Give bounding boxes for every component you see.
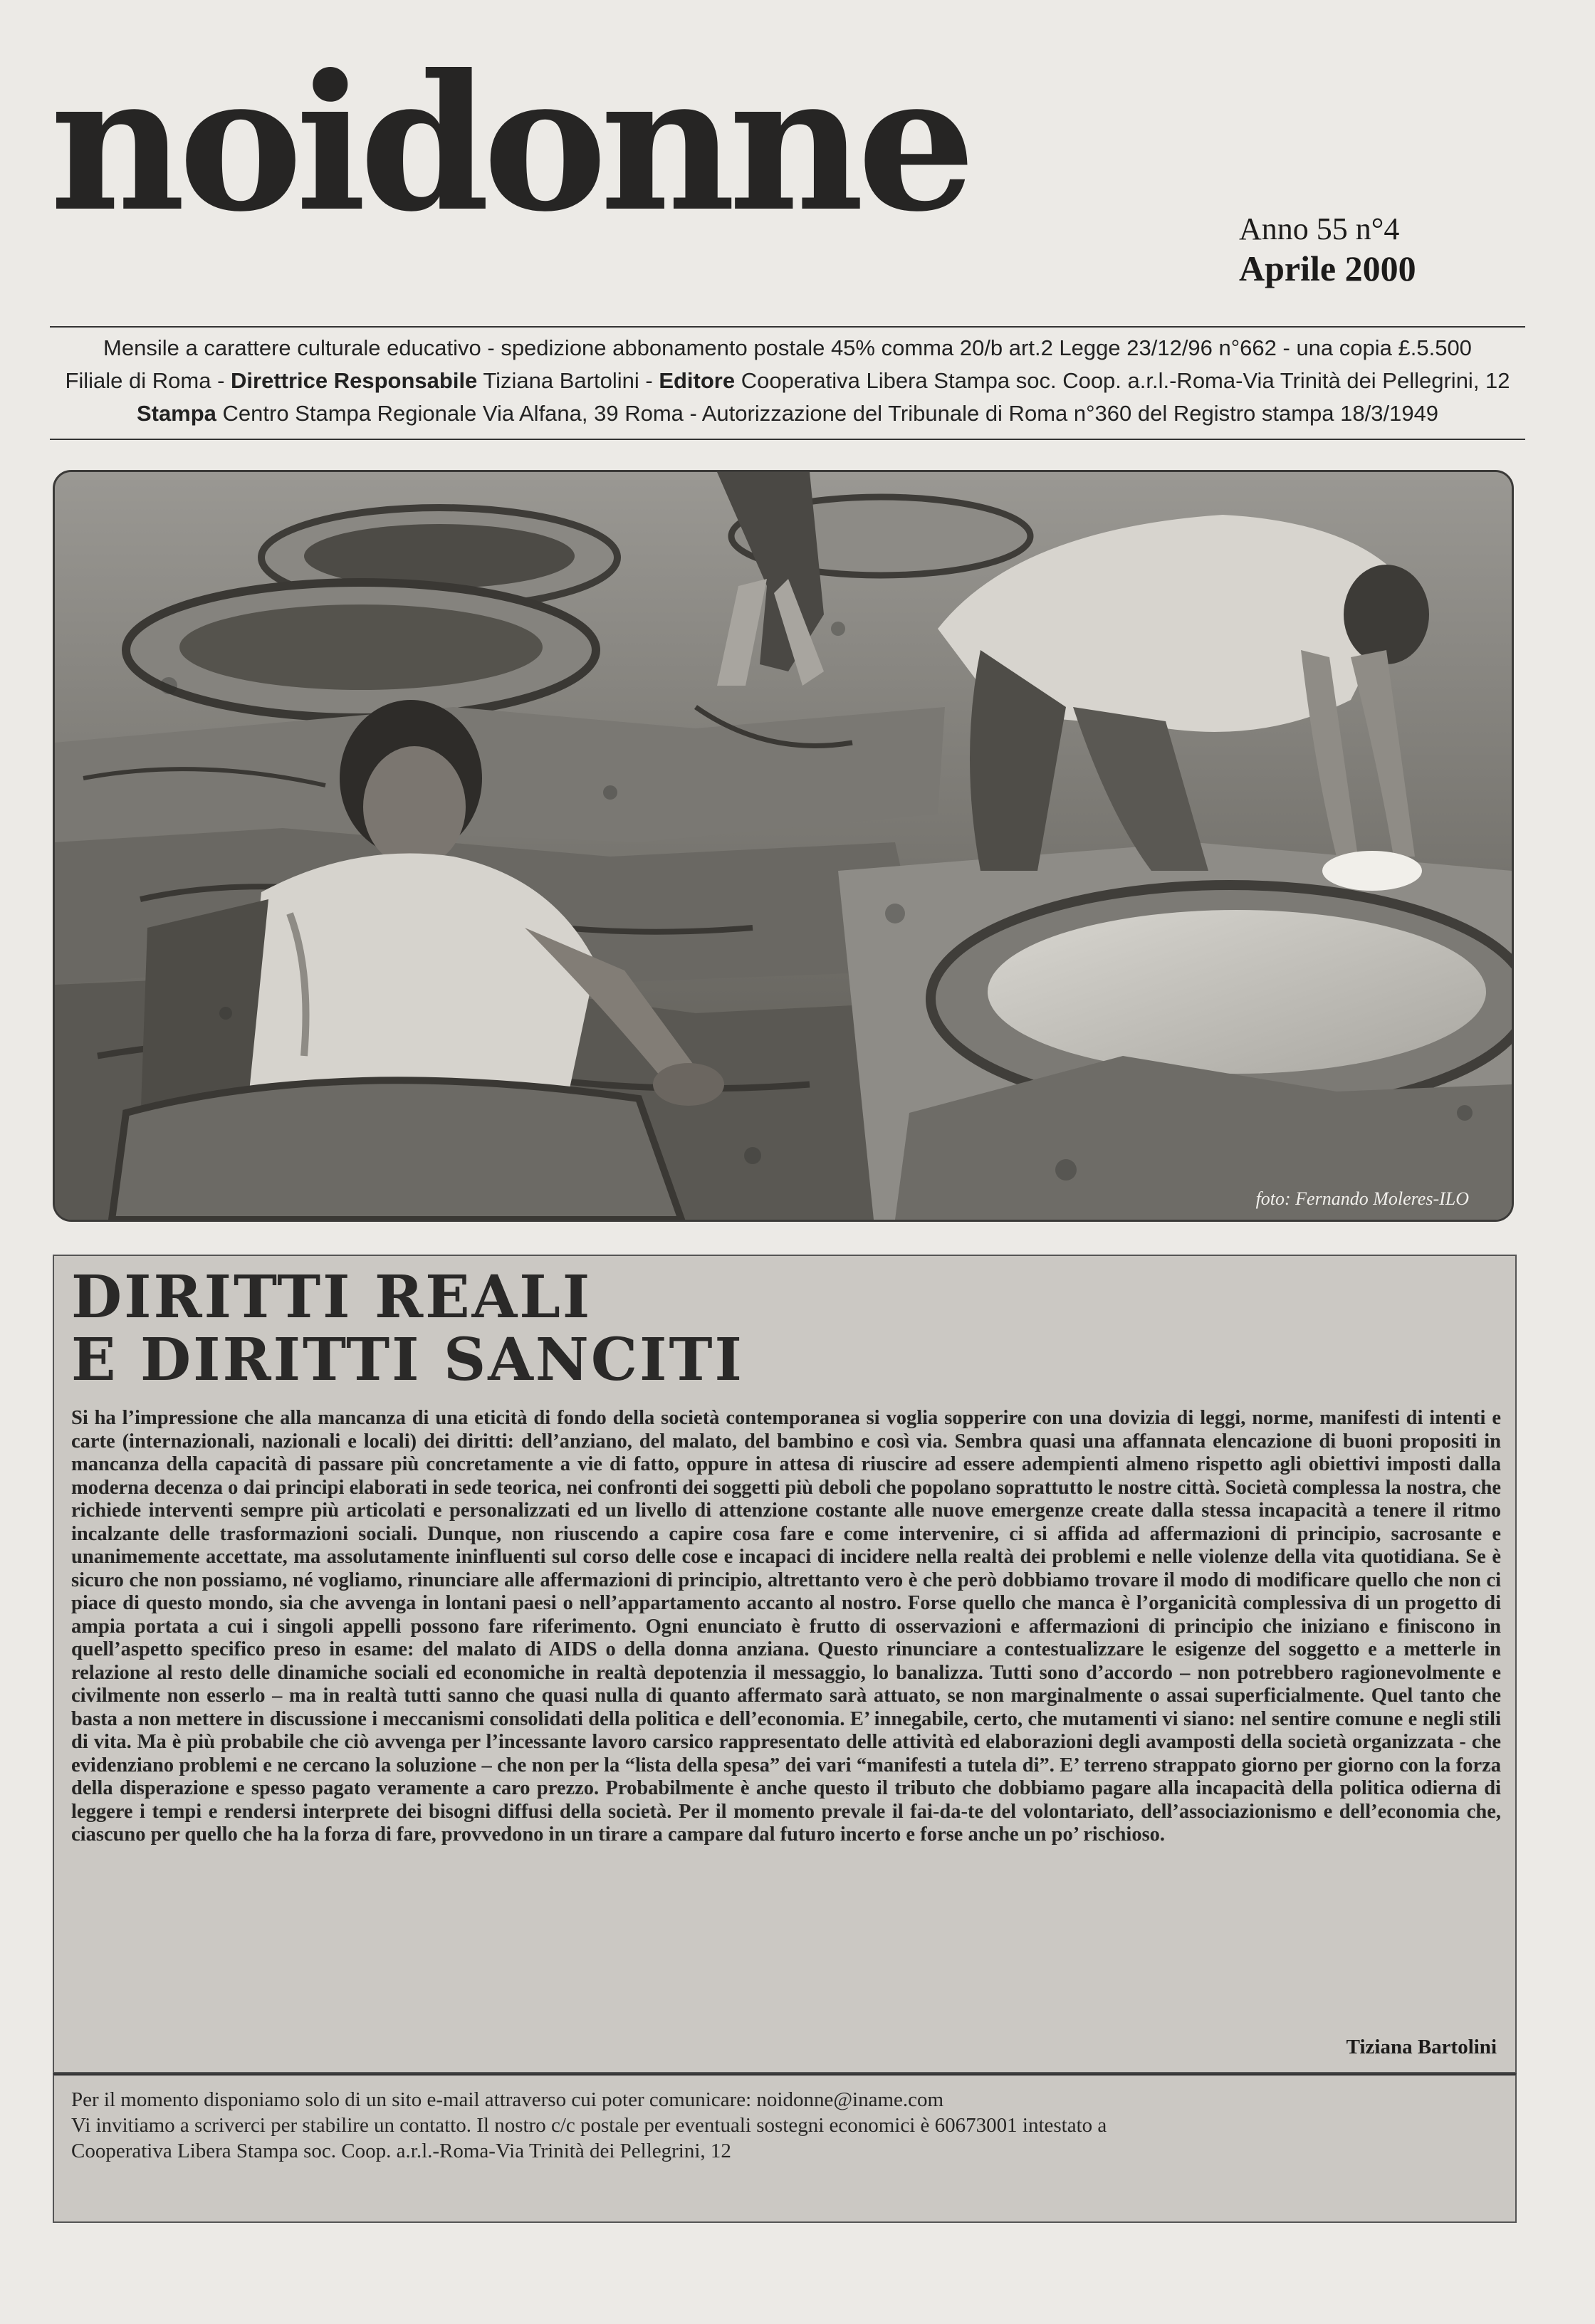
- info-print-label: Stampa: [136, 401, 216, 426]
- masthead-top-rule: [50, 326, 1525, 328]
- headline-line-2: E DIRITTI SANCITI: [71, 1326, 744, 1394]
- photo-credit: foto: Fernando Moleres-ILO: [1255, 1188, 1469, 1209]
- info-director-name: Tiziana Bartolini -: [477, 368, 659, 393]
- info-filiale: Filiale di Roma -: [65, 368, 231, 393]
- publication-info-line-3: [50, 397, 1525, 430]
- editorial-body: Si ha l’impressione che alla mancanza di una eticità di fondo della società contemporanea si voglia sopperire con una dovizia di leggi, norme, manifesti di intenti e carte (internazionali, nazionali e locali) dei diritti: dell’anziano, del malato, del bambino e così via. Sembra quasi una affannata elencazione di buoni propositi in mancanza della capacità di passare più concretamente a vie di fatto, oppure in attesa di riuscire ad essere adempienti almeno rispetto agli obiettivi imposti dalla moderna decenza o dai principi elaborati in sede teorica, nei confronti dei soggetti più deboli che popolano soprattutto le nostre città. Società complessa la nostra, che richiede interventi sempre più articolati e personalizzati ed un livello di attenzione costante alle nuove emergenze create dalla stessa incapacità a tenere il ritmo incalzante delle trasformazioni sociali. Dunque, non riuscendo a capire cosa fare e come intervenire, ci si affida ad affermazioni di principio, sacrosante e unanimemente accettate, ma assolutamente ininfluenti sul corso delle cose e incapaci di incidere nella realtà dei problemi e nelle violenze della vita quotidiana. Se è sicuro che non possiamo, né vogliamo, rinunciare alle affermazioni di principio, altrettanto vero è che però dobbiamo trovare il modo di modificare quello che non ci piace di questo mondo, sia che avvenga in lontani paesi o nell’appartamento accanto al nostro. Forse quello che manca è l’organicità complessiva di un progetto di ampia portata a cui i singoli appelli possono fare riferimento. Ogni enunciato è frutto di osservazioni e affermazioni di principio che iniziano e finiscono in quell’aspetto specifico preso in esame: del malato di AIDS o della donna anziana. Questo rinunciare a contestualizzare le esigenze del soggetto e a metterle in relazione al resto delle dinamiche sociali ed economiche in realtà depotenzia il messaggio, lo banalizza. Tutti sono d’accordo – non potrebbero ragionevolmente e civilmente non esserlo – ma in realtà tutti sanno che quasi nulla di quanto affermato sarà attuato, se non marginalmente o assai superficialmente. Quel tanto che basta a non mettere in discussione i meccanismi consolidati della politica e dell’economia. E’ innegabile, certo, che mutamenti vi siano: nel sentire comune e negli stili di vita. Ma è più probabile che ciò avvenga per l’incessante lavoro carsico rappresentato delle attività ed elaborazioni degli avamposti della società organizzata - che evidenziano problemi e ne cercano la soluzione – che non per la “lista della spesa” dei vari “manifesti a tutela di”. E’ terreno strappato giorno per giorno con la forza della disperazione e spesso pagato veramente a caro prezzo. Probabilmente è anche questo il tributo che dobbiamo pagare alla incapacità della politica odierna di leggere i tempi e rendersi interprete dei bisogni diffusi della società. Per il momento prevale il fai-da-te del volontariato, dell’associazionismo e dell’economia che, ciascuno per quello che ha la forza di fare, provvedono in un tirare a campare dal futuro incerto e forse anche un po’ rischioso.: [71, 1407, 1501, 1846]
- issue-number: Anno 55 n°4: [1239, 211, 1400, 246]
- publication-info-line-1: Mensile a carattere culturale educativo - spedizione abbonamento postale 45% comma 20/b art.2 Legge 23/12/96 n°662 - una copia £.5.500: [103, 335, 1472, 360]
- editorial-byline: Tiziana Bartolini: [1346, 2036, 1497, 2058]
- contact-note-line-1: Per il momento disponiamo solo di un sito e-mail attraverso cui poter comunicare: noidonne@iname.com: [71, 2088, 944, 2111]
- issue-info: [1239, 211, 1474, 289]
- headline-line-1: DIRITTI REALI: [71, 1263, 592, 1331]
- masthead-title: noidonne: [50, 33, 969, 253]
- editorial-box: [53, 1255, 1517, 2073]
- publication-info-line-2: [50, 365, 1525, 397]
- info-print-text: Centro Stampa Regionale Via Alfana, 39 Roma - Autorizzazione del Tribunale di Roma n°360 del Registro stampa 18/3/1949: [216, 401, 1439, 426]
- publication-info: [50, 332, 1525, 430]
- cover-photo: [53, 470, 1514, 1222]
- issue-date: Aprile 2000: [1239, 248, 1416, 288]
- editorial-headline: [71, 1263, 1501, 1394]
- cover-photo-illustration: [55, 472, 1512, 1220]
- contact-note-line-3: Cooperativa Libera Stampa soc. Coop. a.r.l.-Roma-Via Trinità dei Pellegrini, 12: [71, 2140, 731, 2162]
- contact-note-line-2: Vi invitiamo a scriverci per stabilire un contatto. Il nostro c/c postale per eventuali sostegni economici è 60673001 intestato a: [71, 2114, 1107, 2137]
- masthead-bottom-rule: [50, 439, 1525, 440]
- info-publisher-label: Editore: [659, 368, 736, 393]
- contact-note: [53, 2073, 1517, 2223]
- info-publisher-name: Cooperativa Libera Stampa soc. Coop. a.r.l.-Roma-Via Trinità dei Pellegrini, 12: [735, 368, 1510, 393]
- info-director-label: Direttrice Responsabile: [231, 368, 478, 393]
